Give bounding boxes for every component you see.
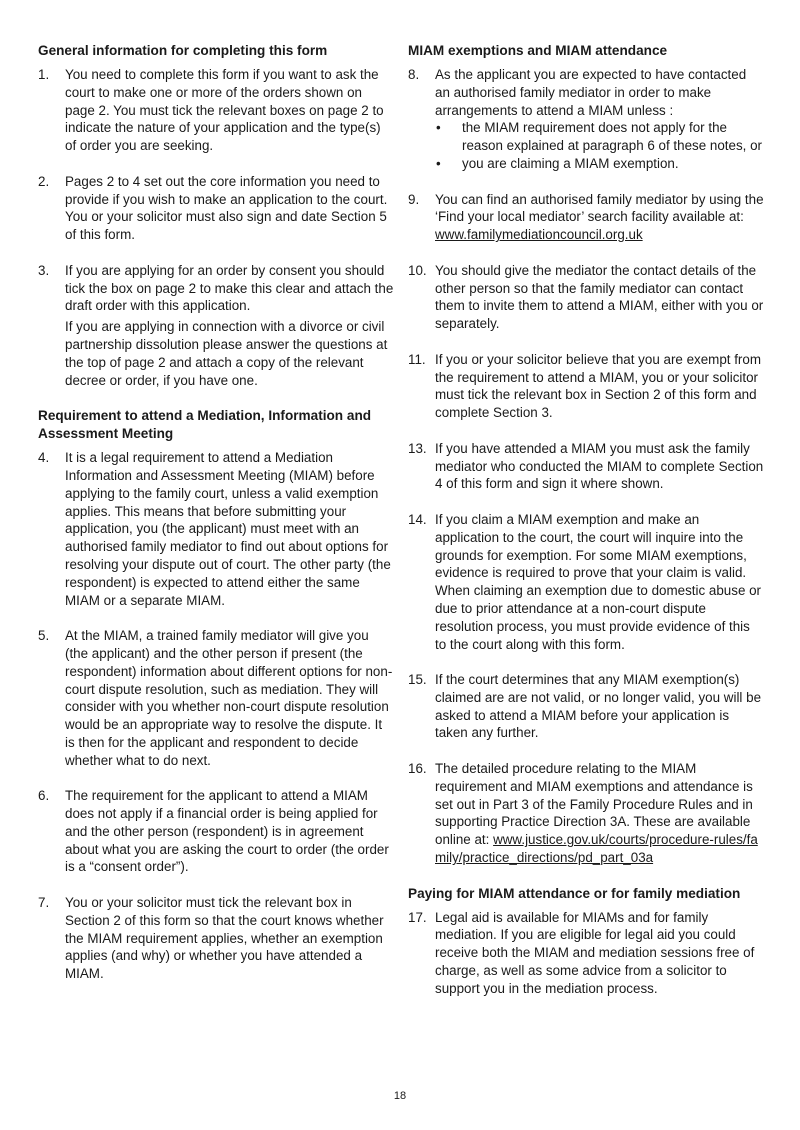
bullet-text: you are claiming a MIAM exemption. [462, 155, 679, 171]
bullet-list [435, 119, 764, 172]
bullet-text: the MIAM requirement does not apply for the reason explained at paragraph 6 of these notes, or [462, 120, 763, 154]
miam-exemptions-heading: MIAM exemptions and MIAM attendance [408, 43, 668, 58]
item-text [435, 760, 764, 867]
general-info-heading: General information for completing this form [38, 43, 328, 58]
item-text: You should give the mediator the contact details of the other person so that the family mediator can contact them to invite them to attend a MIAM, either with you or separately. [435, 262, 764, 332]
list-item-9 [408, 191, 764, 244]
list-item-7 [38, 894, 394, 983]
bullet-item [435, 155, 764, 173]
item-number: 4. [38, 450, 50, 466]
item-number: 9. [408, 191, 420, 207]
item-number: 5. [38, 628, 50, 644]
list-item-15 [408, 671, 764, 742]
left-column [38, 42, 394, 983]
item-text: If the court determines that any MIAM exemption(s) claimed are are not valid, or no longer valid, you will be asked to attend a MIAM before your application is taken any further. [435, 672, 762, 741]
item-number: 17. [408, 909, 427, 925]
item-text: If you claim a MIAM exemption and make an application to the court, the court will inquire into the grounds for exemption. For some MIAM exemptions, evidence is required to prove that your claim is valid. When claiming an exemption due to domestic abuse or due to prior attendance at a non-court dispute resolution process, you must provide evidence of this to the court along with this form. [435, 511, 762, 652]
item-text: The requirement for the applicant to attend a MIAM does not apply if a financial order is being applied for and the other person (respondent) is in agreement about what you are asking the court to order (the order is a “consent order”). [65, 788, 389, 875]
practice-direction-link[interactable]: www.justice.gov.uk/courts/procedure-rules/family/practice_directions/pd_part_03a [435, 832, 758, 866]
list-item-13 [408, 440, 764, 493]
item-text: If you are applying in connection with a divorce or civil partnership dissolution please answer the questions at the top of page 2 and attach a copy of the relevant decree or order, if you have one. [65, 319, 388, 388]
item-number: 11. [408, 351, 426, 367]
list-item-6 [38, 787, 394, 876]
item-text: Legal aid is available for MIAMs and for family mediation. If you are eligible for legal aid you could receive both the MIAM and mediation sessions free of charge, as well as some advice from a solicitor to support you in the mediation process. [435, 909, 755, 996]
item-number: 3. [38, 262, 50, 278]
bullet-icon: • [436, 155, 441, 171]
item-text: If you are applying for an order by consent you should tick the box on page 2 to make this clear and attach the draft order with this application. [65, 262, 394, 314]
list-item-1 [38, 66, 394, 155]
item-text: Pages 2 to 4 set out the core information you need to provide if you wish to make an application to the court. You or your solicitor must also sign and date Section 5 of this form. [65, 173, 388, 243]
item-text: At the MIAM, a trained family mediator will give you (the applicant) and the other person if present (the respondent) information about different options for non-court dispute resolution, such as mediation. They will consider with you whether non-court dispute resolution would be an appropriate way to resolve the dispute. It is then for the applicant and respondent to decide whether what to do next. [65, 628, 393, 768]
bullet-icon: • [436, 120, 441, 136]
list-item-10 [408, 262, 764, 333]
list-item-16 [408, 760, 764, 867]
item-number: 2. [38, 173, 50, 189]
item-text: You or your solicitor must tick the relevant box in Section 2 of this form so that the court knows whether the MIAM requirement applies, whether an exemption applies (and why) or whether you have attended a MIAM. [65, 895, 384, 982]
list-item-5 [38, 627, 394, 769]
list-item-2 [38, 173, 394, 244]
list-item-8 [408, 66, 764, 173]
item-text: You need to complete this form if you want to ask the court to make one or more of the orders shown on page 2. You must tick the relevant boxes on page 2 to indicate the nature of your application and the type(s) of order you are seeking. [65, 67, 384, 154]
item-number: 8. [408, 67, 420, 82]
item-text: If you or your solicitor believe that you are exempt from the requirement to attend a MIAM, you or your solicitor must tick the relevant box in Section 2 of this form and complete Section 3. [435, 351, 761, 421]
item-text-prefix: The detailed procedure relating to the MIAM requirement and MIAM exemptions and attendance is set out in Part 3 of the Family Procedure Rules and in supporting Practice Direction 3A. These are available online at: [435, 761, 753, 848]
paying-heading: Paying for MIAM attendance or for family mediation [408, 885, 741, 901]
item-text-prefix: You can find an authorised family mediator by using the ‘Find your local mediator’ search facility available at: [435, 191, 764, 225]
item-number: 6. [38, 788, 50, 804]
item-text [435, 191, 764, 244]
list-item-3 [38, 262, 394, 390]
list-item-11 [408, 351, 764, 422]
list-item-17 [408, 909, 764, 998]
page-number: 18 [393, 1090, 407, 1102]
item-text: As the applicant you are expected to have contacted an authorised family mediator in order to make arrangements to attend a MIAM unless : [435, 67, 747, 118]
item-number: 15. [408, 672, 427, 688]
bullet-item [435, 119, 764, 155]
right-column [408, 42, 764, 998]
item-number: 16. [408, 761, 427, 777]
item-text: It is a legal requirement to attend a Mediation Information and Assessment Meeting (MIAM) before applying to the family court, unless a valid exemption applies. This means that before submitting your application, you (the applicant) must meet with an authorised family mediator to find out about options for resolving your dispute out of court. The other party (the respondent) is expected to attend either the same MIAM or a separate MIAM. [65, 450, 391, 608]
item-text: If you have attended a MIAM you must ask the family mediator who conducted the MIAM to complete Section 4 of this form and sign it where shown. [435, 440, 764, 492]
item-number: 14. [408, 511, 427, 527]
requirement-heading: Requirement to attend a Mediation, Information and Assessment Meeting [38, 408, 372, 442]
item-number: 10. [408, 262, 427, 278]
item-number: 1. [38, 67, 50, 82]
mediation-council-link[interactable]: www.familymediationcouncil.org.uk [435, 227, 643, 243]
item-number: 7. [38, 895, 50, 911]
list-item-4 [38, 449, 394, 609]
item-number: 13. [408, 440, 427, 456]
list-item-14 [408, 511, 764, 653]
